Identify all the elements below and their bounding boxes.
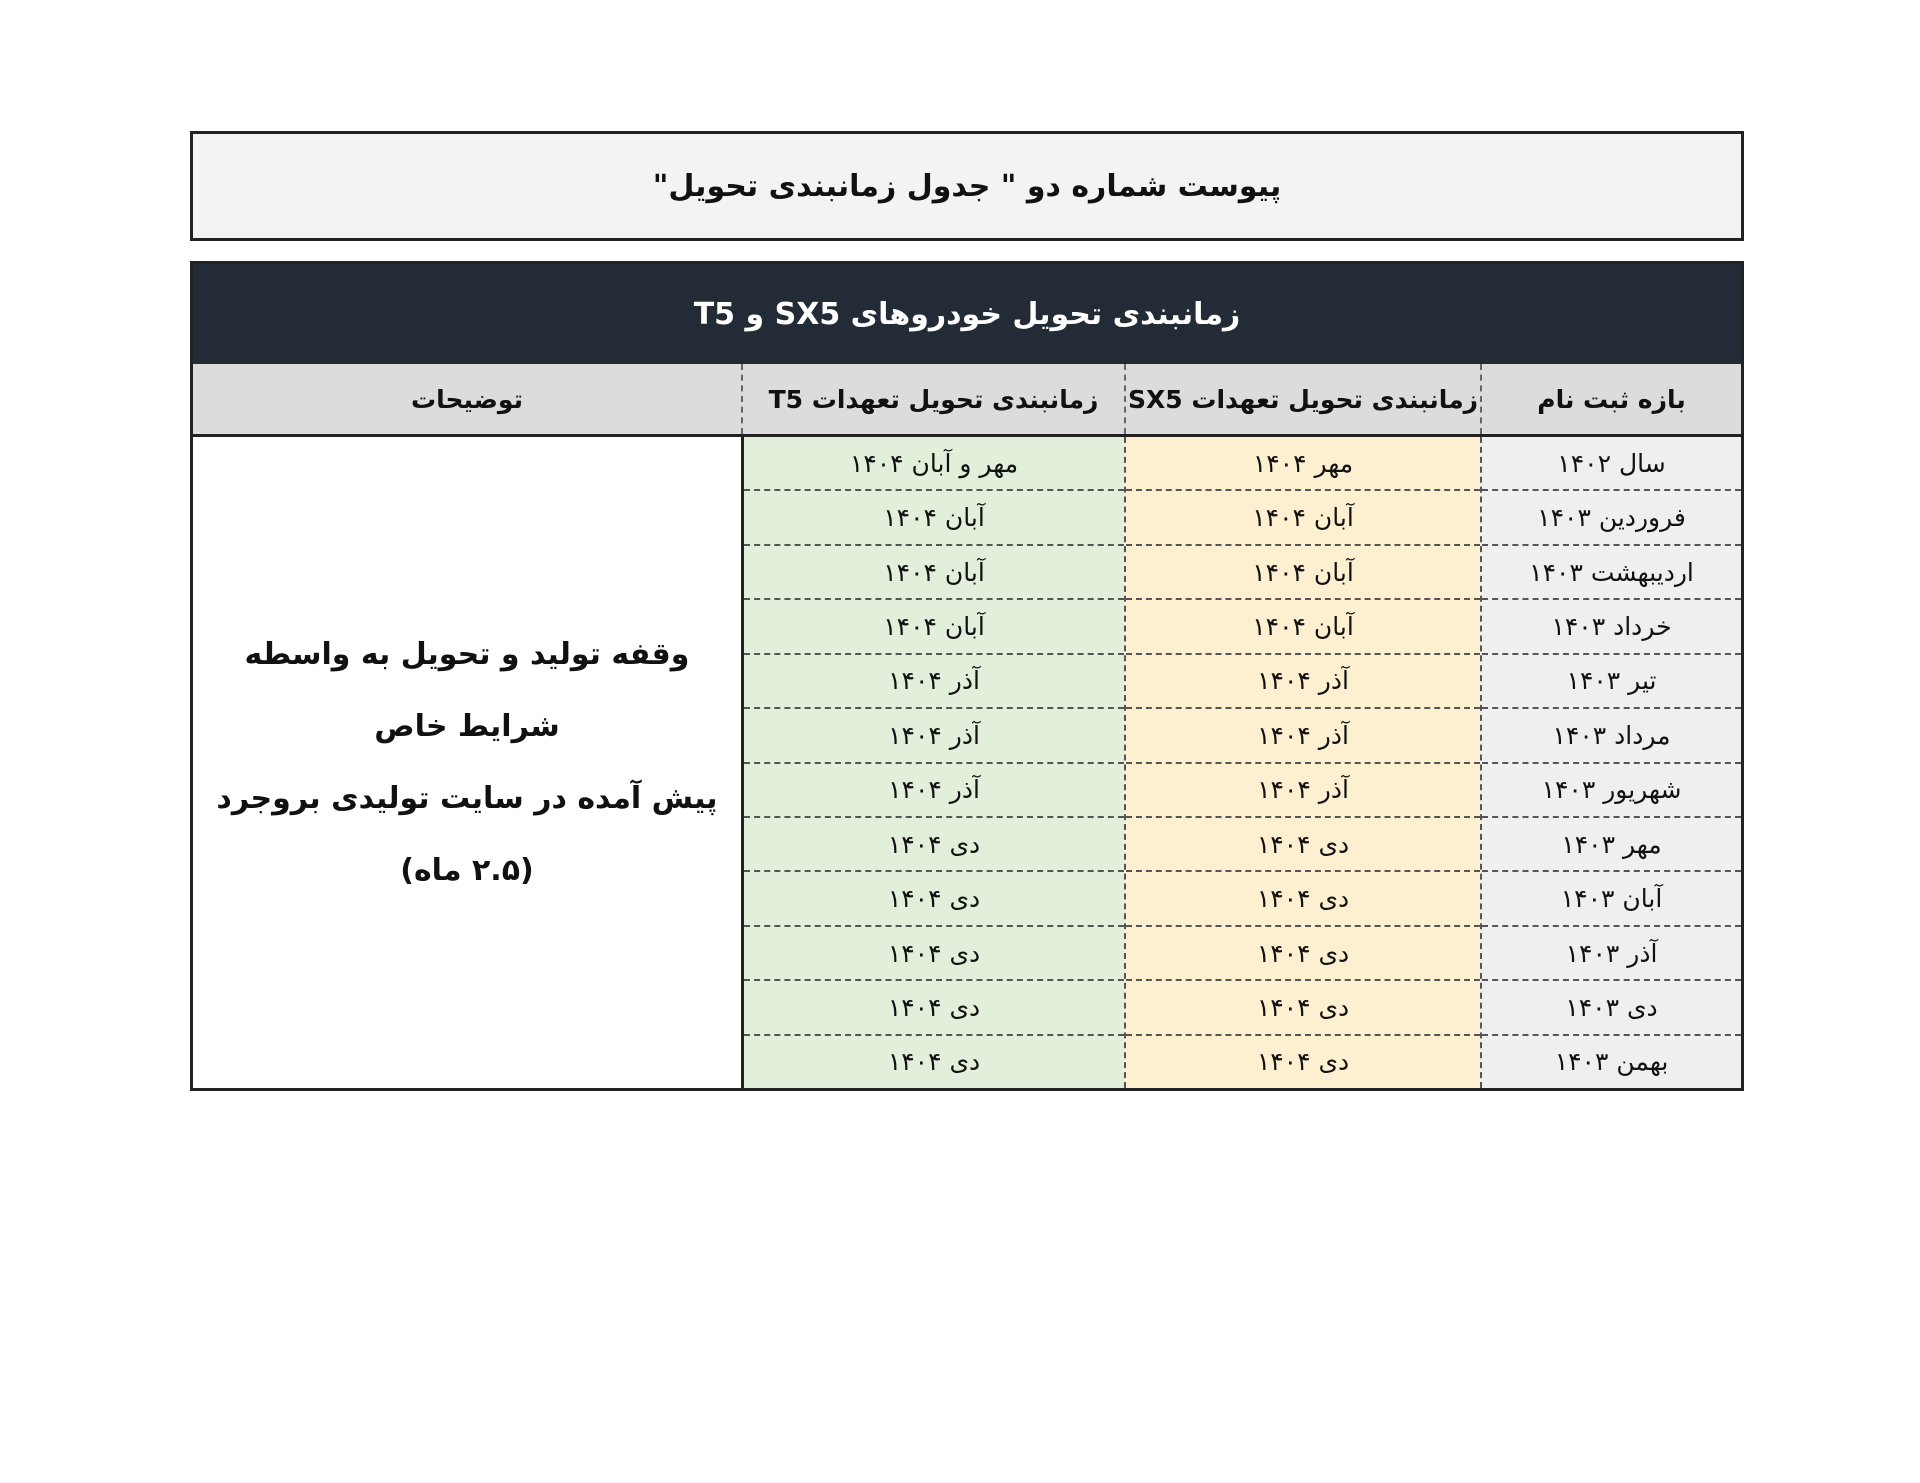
table-cell-registration: تیر ۱۴۰۳ xyxy=(1482,655,1741,709)
table-cell-sx5: آبان ۱۴۰۴ xyxy=(1126,600,1480,654)
table-cell-t5: دی ۱۴۰۴ xyxy=(744,872,1124,926)
table-cell-registration: فروردین ۱۴۰۳ xyxy=(1482,491,1741,545)
table-cell-t5: مهر و آبان ۱۴۰۴ xyxy=(744,437,1124,491)
delivery-schedule-table xyxy=(190,261,1744,1091)
table-cell-sx5: دی ۱۴۰۴ xyxy=(1126,872,1480,926)
table-body xyxy=(193,437,1741,1088)
table-cell-t5: دی ۱۴۰۴ xyxy=(744,981,1124,1035)
table-cell-t5: آذر ۱۴۰۴ xyxy=(744,655,1124,709)
t5-column xyxy=(741,437,1124,1088)
table-cell-sx5: دی ۱۴۰۴ xyxy=(1126,818,1480,872)
sx5-column xyxy=(1124,437,1480,1088)
table-cell-t5: آذر ۱۴۰۴ xyxy=(744,764,1124,818)
note-line: (۲.۵ ماه) xyxy=(400,852,534,888)
table-cell-sx5: دی ۱۴۰۴ xyxy=(1126,981,1480,1035)
table-cell-registration: بهمن ۱۴۰۳ xyxy=(1554,1047,1669,1077)
header-t5-delivery: زمانبندی تحویل تعهدات T5 xyxy=(741,364,1124,434)
table-cell-t5: آبان ۱۴۰۴ xyxy=(744,546,1124,600)
table-cell-t5: دی ۱۴۰۴ xyxy=(744,818,1124,872)
header-notes: توضیحات xyxy=(411,384,523,414)
table-cell-t5: آبان ۱۴۰۴ xyxy=(744,600,1124,654)
table-cell-registration: آبان ۱۴۰۳ xyxy=(1482,872,1741,926)
note-line: وقفه تولید و تحویل به واسطه شرایط خاص xyxy=(244,636,690,744)
table-cell-sx5: دی ۱۴۰۴ xyxy=(1256,1047,1350,1077)
table-cell-registration: شهریور ۱۴۰۳ xyxy=(1482,764,1741,818)
table-cell-registration: دی ۱۴۰۳ xyxy=(1482,981,1741,1035)
note-line: پیش آمده در سایت تولیدی بروجرد xyxy=(216,780,718,816)
header-registration-period: بازه ثبت نام xyxy=(1480,364,1741,434)
notes-cell xyxy=(193,437,741,1088)
table-title: زمانبندی تحویل خودروهای SX5 و T5 xyxy=(193,264,1741,364)
annex-title: پیوست شماره دو " جدول زمانبندی تحویل" xyxy=(190,131,1744,241)
table-cell-registration: خرداد ۱۴۰۳ xyxy=(1482,600,1741,654)
registration-column xyxy=(1480,437,1741,1088)
table-cell-registration: آذر ۱۴۰۳ xyxy=(1482,927,1741,981)
table-cell-sx5: آذر ۱۴۰۴ xyxy=(1126,764,1480,818)
table-cell-sx5: آذر ۱۴۰۴ xyxy=(1126,655,1480,709)
schedule-columns xyxy=(741,437,1741,1088)
table-cell-sx5: آذر ۱۴۰۴ xyxy=(1126,709,1480,763)
table-cell-sx5: آبان ۱۴۰۴ xyxy=(1126,546,1480,600)
table-cell-registration: مرداد ۱۴۰۳ xyxy=(1482,709,1741,763)
table-cell-t5: دی ۱۴۰۴ xyxy=(887,1047,981,1077)
table-cell-t5: آبان ۱۴۰۴ xyxy=(744,491,1124,545)
table-cell-registration: اردیبهشت ۱۴۰۳ xyxy=(1482,546,1741,600)
table-header-row xyxy=(193,364,1741,437)
table-cell-sx5: دی ۱۴۰۴ xyxy=(1126,927,1480,981)
table-cell-registration: سال ۱۴۰۲ xyxy=(1482,437,1741,491)
header-sx5-delivery: زمانبندی تحویل تعهدات SX5 xyxy=(1124,364,1480,434)
table-cell-t5: دی ۱۴۰۴ xyxy=(744,927,1124,981)
table-cell-sx5: مهر ۱۴۰۴ xyxy=(1126,437,1480,491)
table-cell-sx5: آبان ۱۴۰۴ xyxy=(1126,491,1480,545)
table-cell-t5: آذر ۱۴۰۴ xyxy=(744,709,1124,763)
table-cell-registration: مهر ۱۴۰۳ xyxy=(1482,818,1741,872)
